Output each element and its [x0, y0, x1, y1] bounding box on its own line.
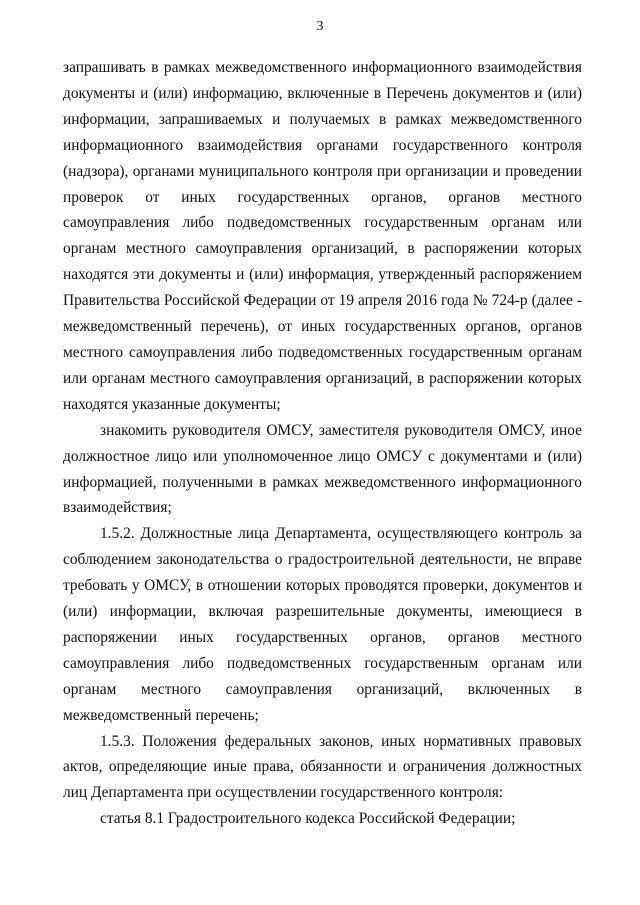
paragraph-1-5-2: 1.5.2. Должностные лица Департамента, осуществляющего контроль за соблюдением законодательства о градостроительной деятельности, не вправе требовать у ОМСУ, в отношении которых проводятся проверки, документов и (или) информации, включая разрешительные документы, имеющиеся в распоряжении иных государственных органов, органов местного самоуправления либо подведомственных государственным органам или органам местного самоуправления организаций, включенных в межведомственный перечень;	[63, 525, 582, 724]
document-body	[63, 55, 582, 832]
paragraph-article-8-1: статья 8.1 Градостроительного кодекса Российской Федерации;	[100, 810, 516, 828]
page-number: 3	[316, 19, 324, 34]
paragraph-1-5-3: 1.5.3. Положения федеральных законов, иных нормативных правовых актов, определяющие иные права, обязанности и ограничения должностных лиц Департамента при осуществлении государственного контроля:	[63, 732, 582, 802]
paragraph-request-documents: запрашивать в рамках межведомственного информационного взаимодействия документы и (или) информацию, включенные в Перечень документов и (или) информации, запрашиваемых и получаемых в рамках межведомственного информационного взаимодействия органами государственного контроля (надзора), органами муниципального контроля при организации и проведении проверок от иных государственных органов, органов местного самоуправления либо подведомственных государственным органам или органам местного самоуправления организаций, в распоряжении которых находятся эти документы и (или) информация, утвержденный распоряжением Правительства Российской Федерации от 19 апреля 2016 года № 724-р (далее - межведомственный перечень), от иных государственных органов, органов местного самоуправления либо подведомственных государственным органам или органам местного самоуправления организаций, в распоряжении которых находятся указанные документы;	[63, 59, 582, 413]
paragraph-familiarize: знакомить руководителя ОМСУ, заместителя руководителя ОМСУ, иное должностное лицо или уполномоченное лицо ОМСУ с документами и (или) информацией, полученными в рамках межведомственного информационного взаимодействия;	[63, 421, 582, 517]
